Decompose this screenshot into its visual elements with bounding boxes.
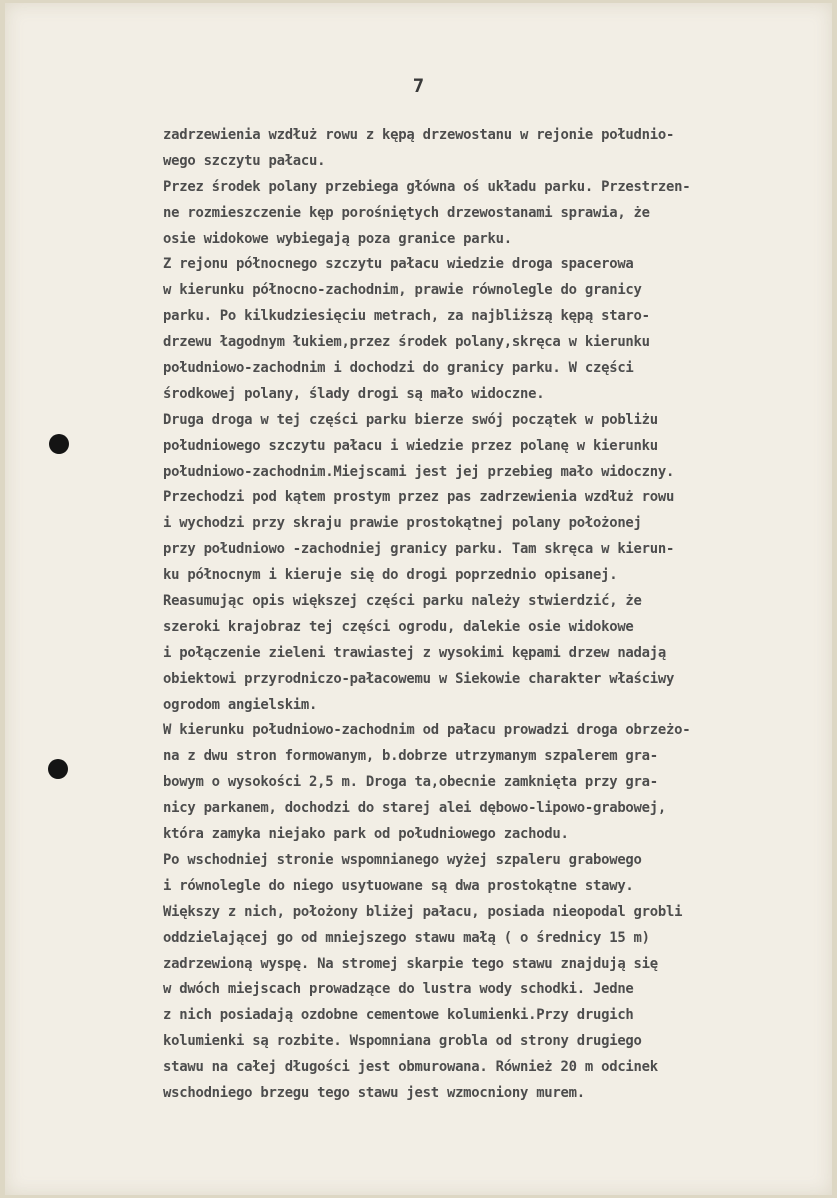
text-line: bowym o wysokości 2,5 m. Droga ta,obecnie zamknięta przy gra- [163, 774, 658, 791]
paper-sheet [5, 3, 832, 1195]
text-line: ku północnym i kieruje się do drogi poprzednio opisanej. [163, 567, 618, 584]
punch-hole-bottom [48, 759, 68, 779]
text-line: wschodniego brzegu tego stawu jest wzmocniony murem. [163, 1084, 585, 1101]
text-line: i równolegle do niego usytuowane są dwa prostokątne stawy. [163, 877, 634, 894]
text-line: obiektowi przyrodniczo-pałacowemu w Siekowie charakter właściwy [163, 670, 675, 687]
text-line: Większy z nich, położony bliżej pałacu, posiada nieopodal grobli [163, 903, 683, 920]
text-line: W kierunku południowo-zachodnim od pałacu prowadzi droga obrzeżo- [163, 722, 691, 739]
text-line: kolumienki są rozbite. Wspomniana grobla od strony drugiego [163, 1033, 642, 1050]
text-line: osie widokowe wybiegają poza granice parku. [163, 230, 512, 247]
text-line: Po wschodniej stronie wspomnianego wyżej szpaleru grabowego [163, 851, 642, 868]
text-line: Druga droga w tej części parku bierze swój początek w pobliżu [163, 411, 658, 428]
text-line: południowo-zachodnim.Miejscami jest jej przebieg mało widoczny. [163, 463, 675, 480]
text-line: Z rejonu północnego szczytu pałacu wiedzie droga spacerowa [163, 256, 634, 273]
text-line: drzewu łagodnym łukiem,przez środek polany,skręca w kierunku [163, 334, 650, 351]
text-line: południowo-zachodnim i dochodzi do granicy parku. W części [163, 360, 634, 377]
text-line: południowego szczytu pałacu i wiedzie przez polanę w kierunku [163, 437, 658, 454]
text-line: ogrodom angielskim. [163, 696, 318, 713]
text-line: nicy parkanem, dochodzi do starej alei dębowo-lipowo-grabowej, [163, 800, 666, 817]
text-line: na z dwu stron formowanym, b.dobrze utrzymanym szpalerem gra- [163, 748, 658, 765]
text-line: w dwóch miejscach prowadzące do lustra wody schodki. Jedne [163, 981, 634, 998]
punch-hole-top [49, 434, 69, 454]
text-line: oddzielającej go od mniejszego stawu małą ( o średnicy 15 m) [163, 929, 650, 946]
text-line: z nich posiadają ozdobne cementowe kolumienki.Przy drugich [163, 1007, 634, 1024]
text-line: stawu na całej długości jest obmurowana. Również 20 m odcinek [163, 1059, 658, 1076]
text-line: ne rozmieszczenie kęp porośniętych drzewostanami sprawia, że [163, 204, 650, 221]
text-line: która zamyka niejako park od południowego zachodu. [163, 826, 569, 843]
text-line: wego szczytu pałacu. [163, 152, 326, 169]
text-line: zadrzewioną wyspę. Na stromej skarpie tego stawu znajdują się [163, 955, 658, 972]
text-line: zadrzewienia wzdłuż rowu z kępą drzewostanu w rejonie południo- [163, 127, 675, 143]
text-line: Przez środek polany przebiega główna oś układu parku. Przestrzen- [163, 178, 691, 195]
text-line: Reasumując opis większej części parku należy stwierdzić, że [163, 593, 642, 610]
text-line: szeroki krajobraz tej części ogrodu, dalekie osie widokowe [163, 618, 634, 635]
text-line: przy południowo -zachodniej granicy parku. Tam skręca w kierun- [163, 541, 675, 558]
text-line: Przechodzi pod kątem prostym przez pas zadrzewienia wzdłuż rowu [163, 489, 675, 506]
typewritten-body [163, 123, 833, 1107]
text-line: parku. Po kilkudziesięciu metrach, za najbliższą kępą staro- [163, 308, 650, 325]
text-line: w kierunku północno-zachodnim, prawie równolegle do granicy [163, 282, 642, 299]
page-number: 7 [412, 75, 425, 97]
text-line: środkowej polany, ślady drogi są mało widoczne. [163, 385, 545, 402]
text-line: i połączenie zieleni trawiastej z wysokimi kępami drzew nadają [163, 644, 666, 661]
text-line: i wychodzi przy skraju prawie prostokątnej polany położonej [163, 515, 642, 532]
